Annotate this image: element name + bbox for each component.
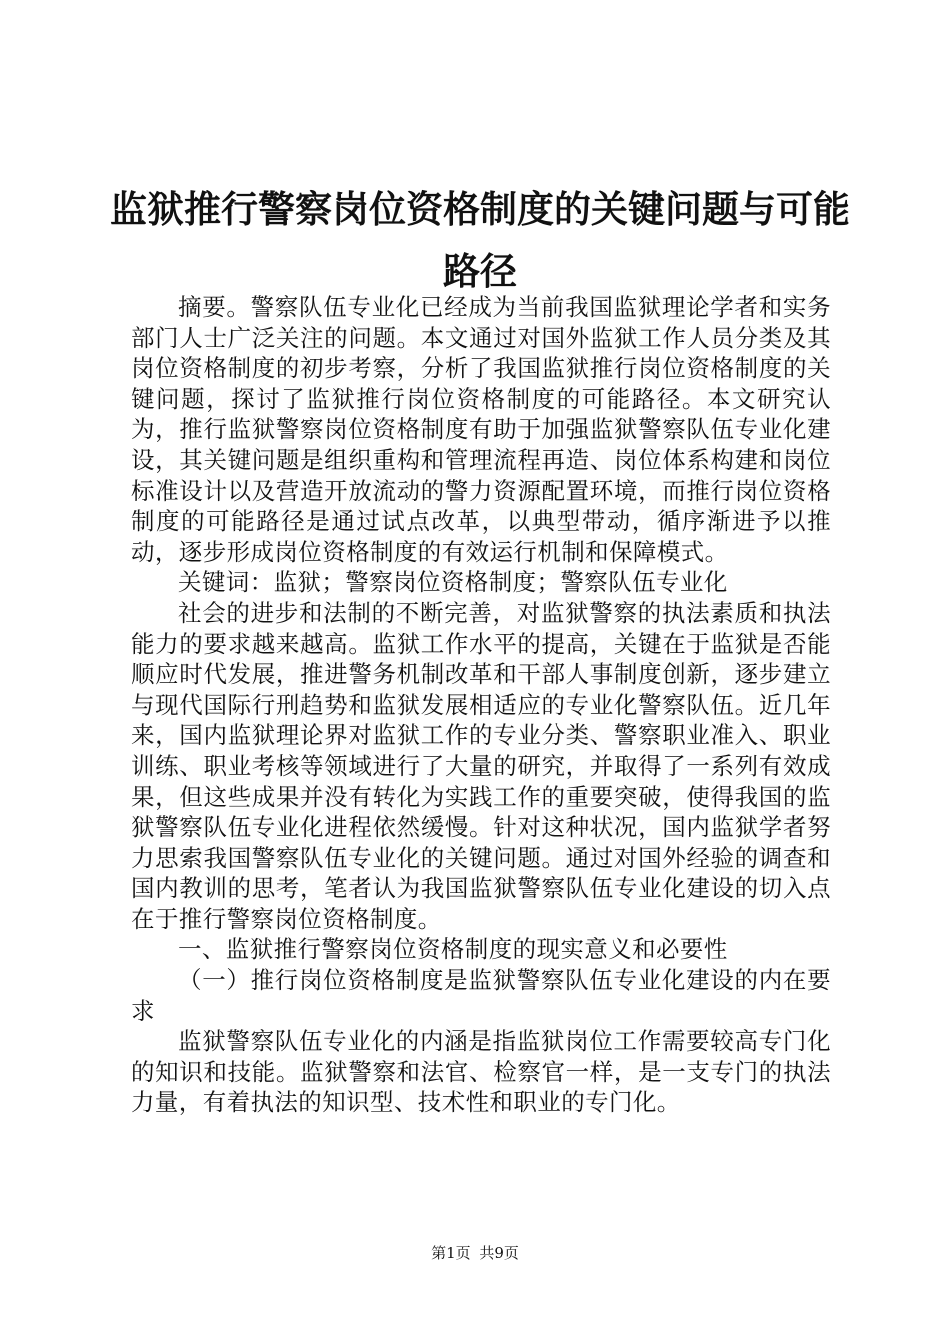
- document-title: 监狱推行警察岗位资格制度的关键问题与可能路径: [110, 187, 850, 293]
- subsection-heading: （一）推行岗位资格制度是监狱警察队伍专业化建设的内在要求: [131, 966, 831, 1025]
- keywords-paragraph: 关键词：监狱；警察岗位资格制度；警察队伍专业化: [178, 568, 728, 597]
- document-body: [131, 292, 831, 1118]
- page-footer: [0, 1242, 950, 1263]
- page-total: 共9页: [479, 1244, 519, 1262]
- page-number: 第1页: [431, 1244, 471, 1262]
- abstract-paragraph: 摘要。警察队伍专业化已经成为当前我国监狱理论学者和实务部门人士广泛关注的问题。本文通过对国外监狱工作人员分类及其岗位资格制度的初步考察，分析了我国监狱推行岗位资格制度的关键问题，探讨了监狱推行岗位资格制度的可能路径。本文研究认为，推行监狱警察岗位资格制度有助于加强监狱警察队伍专业化建设，其关键问题是组织重构和管理流程再造、岗位体系构建和岗位标准设计以及营造开放流动的警力资源配置环境，而推行岗位资格制度的可能路径是通过试点改革，以典型带动，循序渐进予以推动，逐步形成岗位资格制度的有效运行机制和保障模式。: [131, 293, 831, 566]
- body-paragraph: 监狱警察队伍专业化的内涵是指监狱岗位工作需要较高专门化的知识和技能。监狱警察和法官、检察官一样，是一支专门的执法力量，有着执法的知识型、技术性和职业的专门化。: [131, 1027, 831, 1117]
- section-heading: 一、监狱推行警察岗位资格制度的现实意义和必要性: [178, 935, 728, 964]
- intro-paragraph: 社会的进步和法制的不断完善，对监狱警察的执法素质和执法能力的要求越来越高。监狱工作水平的提高，关键在于监狱是否能顺应时代发展，推进警务机制改革和干部人事制度创新，逐步建立与现代国际行刑趋势和监狱发展相适应的专业化警察队伍。近几年来，国内监狱理论界对监狱工作的专业分类、警察职业准入、职业训练、职业考核等领域进行了大量的研究，并取得了一系列有效成果，但这些成果并没有转化为实践工作的重要突破，使得我国的监狱警察队伍专业化进程依然缓慢。针对这种状况，国内监狱学者努力思索我国警察队伍专业化的关键问题。通过对国外经验的调查和国内教训的思考，笔者认为我国监狱警察队伍专业化建设的切入点在于推行警察岗位资格制度。: [131, 598, 831, 933]
